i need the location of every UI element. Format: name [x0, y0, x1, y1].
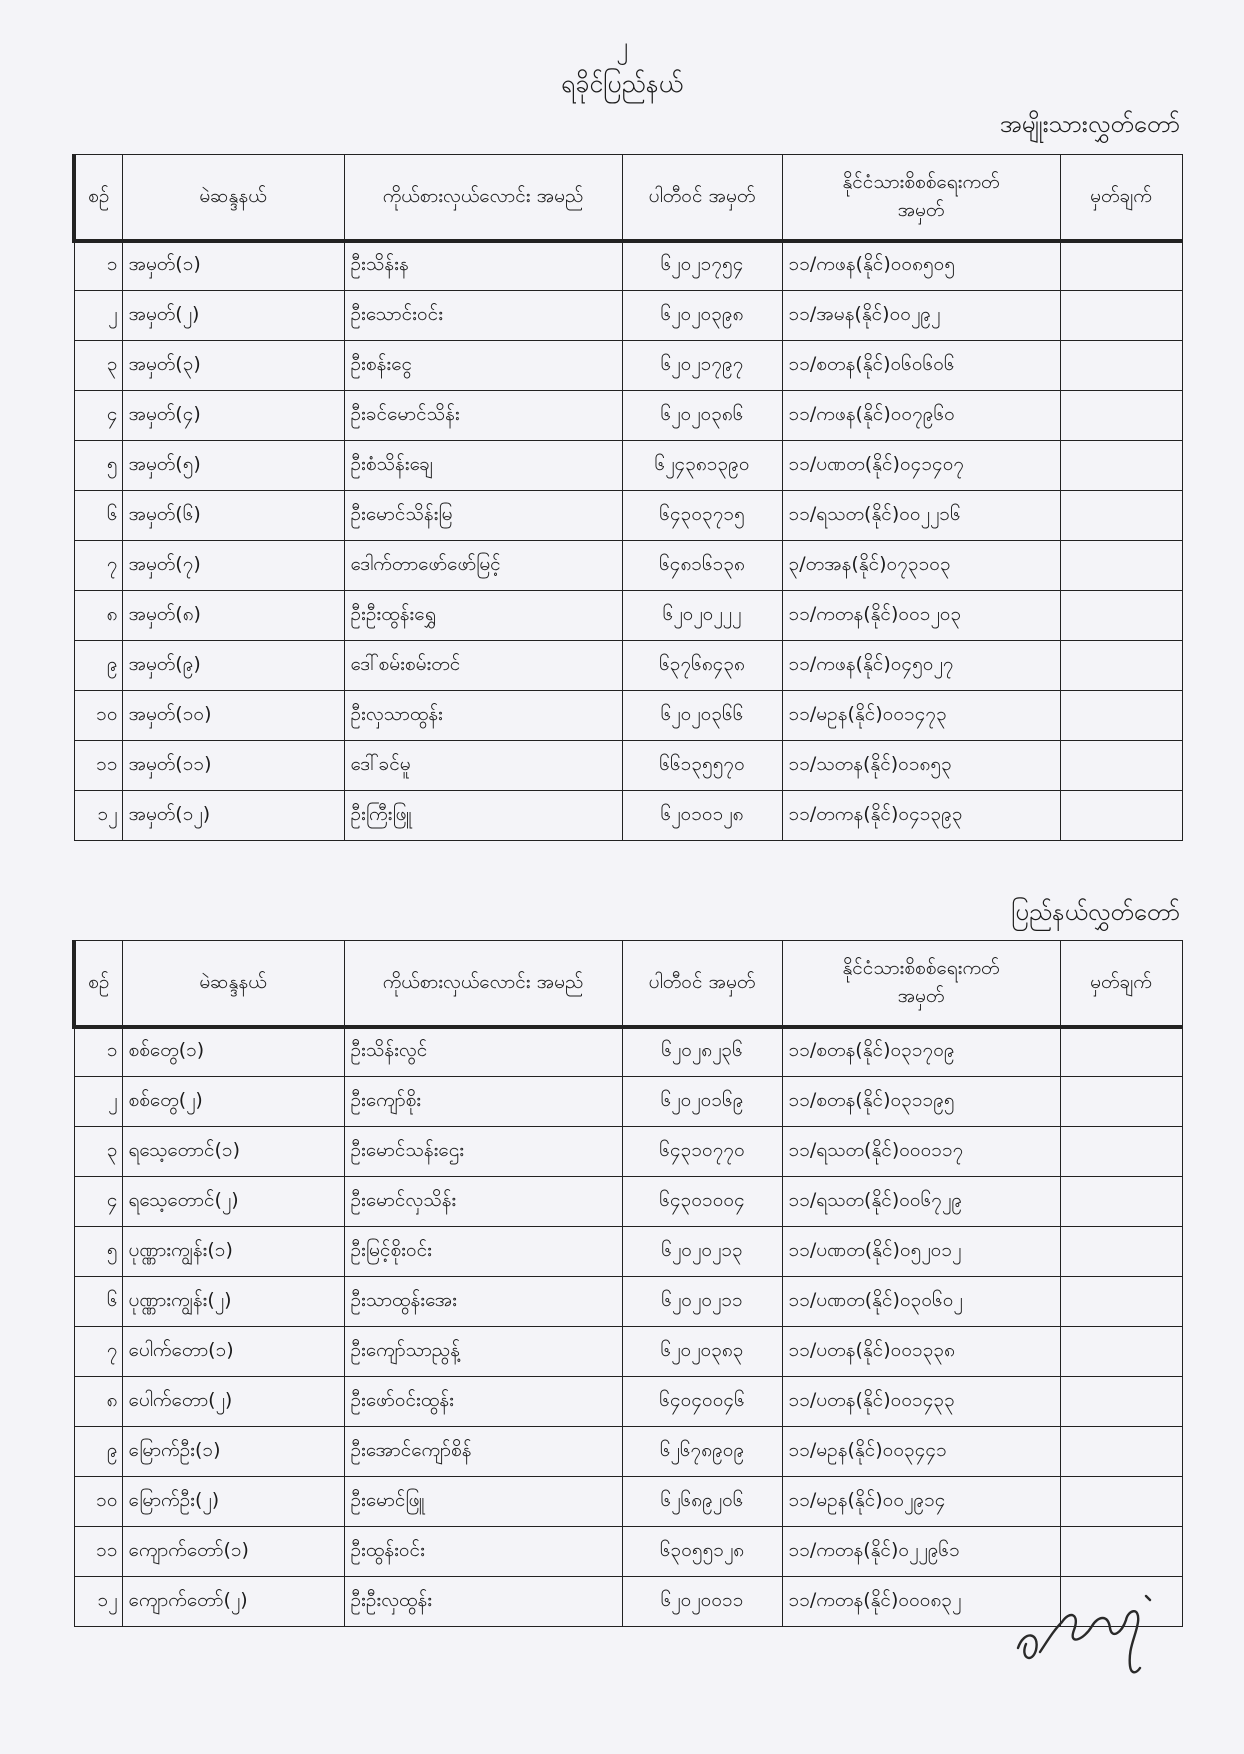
cell-remark [1060, 1277, 1182, 1327]
cell-nrc: ၁၁/ပဏတ(နိုင်)၀၄၁၄၀၇ [782, 441, 1060, 491]
header-constituency: မဲဆန္ဒနယ် [122, 941, 344, 1027]
cell-pass-no: ၆၂၄၃၈၁၃၉၀ [622, 441, 782, 491]
cell-no: ၁၁ [74, 1527, 122, 1577]
cell-name: ဦးမောင်သိန်းမြ [344, 491, 622, 541]
state-assembly-rows [74, 1027, 1182, 1627]
header-no: စဉ် [74, 155, 122, 241]
table-row [74, 641, 1182, 691]
cell-remark [1060, 741, 1182, 791]
cell-name: ဦးသောင်းဝင်း [344, 291, 622, 341]
cell-constituency: စစ်တွေ(၂) [122, 1077, 344, 1127]
cell-no: ၆ [74, 491, 122, 541]
cell-name: ဦးလှသာထွန်း [344, 691, 622, 741]
cell-constituency: အမှတ်(၃) [122, 341, 344, 391]
cell-constituency: အမှတ်(၁၂) [122, 791, 344, 841]
cell-name: ဦးသိန်းန [344, 241, 622, 291]
table-row [74, 341, 1182, 391]
table-row [74, 1427, 1182, 1477]
cell-constituency: အမှတ်(၉) [122, 641, 344, 691]
cell-constituency: ပေါက်တော(၁) [122, 1327, 344, 1377]
cell-remark [1060, 1177, 1182, 1227]
cell-name: ဦးဖော်ဝင်းထွန်း [344, 1377, 622, 1427]
cell-remark [1060, 1327, 1182, 1377]
cell-no: ၁၁ [74, 741, 122, 791]
cell-remark [1060, 1077, 1182, 1127]
cell-remark [1060, 391, 1182, 441]
cell-pass-no: ၆၂၆၇၈၉၀၉ [622, 1427, 782, 1477]
header-constituency: မဲဆန္ဒနယ် [122, 155, 344, 241]
cell-pass-no: ၆၄၈၁၆၁၃၈ [622, 541, 782, 591]
table-row [74, 741, 1182, 791]
cell-constituency: အမှတ်(၆) [122, 491, 344, 541]
cell-remark [1060, 1127, 1182, 1177]
cell-pass-no: ၆၃၀၅၅၁၂၈ [622, 1527, 782, 1577]
header-name: ကိုယ်စားလှယ်လောင်း အမည် [344, 155, 622, 241]
cell-constituency: အမှတ်(၅) [122, 441, 344, 491]
cell-constituency: အမှတ်(၁၀) [122, 691, 344, 741]
cell-no: ၅ [74, 441, 122, 491]
cell-name: ဦးစန်းငွေ [344, 341, 622, 391]
cell-name: ဦးသိန်းလွင် [344, 1027, 622, 1077]
cell-remark [1060, 791, 1182, 841]
cell-nrc: ၁၁/ရသတ(နိုင်)၀၀၂၂၁၆ [782, 491, 1060, 541]
header-nrc [782, 941, 1060, 1027]
table-row [74, 691, 1182, 741]
table-row [74, 1377, 1182, 1427]
cell-pass-no: ၆၂၀၂၀၂၁၁ [622, 1277, 782, 1327]
cell-name: ဦးကျော်သာညွန့် [344, 1327, 622, 1377]
cell-nrc: ၁၁/ရသတ(နိုင်)၀၀၀၁၁၇ [782, 1127, 1060, 1177]
cell-no: ၁၂ [74, 791, 122, 841]
header-nrc-line2: အမှတ် [897, 984, 945, 1007]
table-row [74, 241, 1182, 291]
table-row [74, 1177, 1182, 1227]
cell-nrc: ၃/တအန(နိုင်)၀၇၃၁၀၃ [782, 541, 1060, 591]
table-header-row [74, 941, 1182, 1027]
cell-name: ဦးမြင့်စိုးဝင်း [344, 1227, 622, 1277]
cell-pass-no: ၆၂၀၂၈၂၃၆ [622, 1027, 782, 1077]
cell-no: ၉ [74, 641, 122, 691]
cell-constituency: အမှတ်(၇) [122, 541, 344, 591]
cell-nrc: ၁၁/ကဖန(နိုင်)၀၀၈၅၀၅ [782, 241, 1060, 291]
cell-pass-no: ၆၂၀၂၀၂၁၃ [622, 1227, 782, 1277]
cell-name: ဒေါက်တာဖော်ဖော်မြင့် [344, 541, 622, 591]
cell-no: ၃ [74, 341, 122, 391]
cell-constituency: ကျောက်တော်(၂) [122, 1577, 344, 1627]
table-row [74, 1477, 1182, 1527]
state-assembly-table [72, 940, 1183, 1627]
section-heading-state: ပြည်နယ်လွှတ်တော် [1011, 898, 1180, 926]
table-row [74, 541, 1182, 591]
cell-pass-no: ၆၂၀၂၀၁၆၉ [622, 1077, 782, 1127]
cell-pass-no: ၆၂၀၂၀၃၉၈ [622, 291, 782, 341]
cell-nrc: ၁၁/မဥန(နိုင်)၀၀၁၄၇၃ [782, 691, 1060, 741]
cell-remark [1060, 641, 1182, 691]
cell-nrc: ၁၁/ကဖန(နိုင်)၀၀၇၉၆၀ [782, 391, 1060, 441]
cell-name: ဦးမောင်လှသိန်း [344, 1177, 622, 1227]
cell-nrc: ၁၁/စတန(နိုင်)၀၆၀၆၀၆ [782, 341, 1060, 391]
cell-nrc: ၁၁/ပတန(နိုင်)၀၀၁၃၃၈ [782, 1327, 1060, 1377]
cell-nrc: ၁၁/ကဖန(နိုင်)၀၄၅၀၂၇ [782, 641, 1060, 691]
cell-pass-no: ၆၄၃၁၀၇၇၀ [622, 1127, 782, 1177]
table-row [74, 1327, 1182, 1377]
table-row [74, 491, 1182, 541]
cell-constituency: ကျောက်တော်(၁) [122, 1527, 344, 1577]
cell-pass-no: ၆၂၀၂၁၇၉၇ [622, 341, 782, 391]
cell-remark [1060, 1477, 1182, 1527]
cell-no: ၄ [74, 391, 122, 441]
cell-remark [1060, 1377, 1182, 1427]
cell-no: ၂ [74, 291, 122, 341]
cell-pass-no: ၆၆၁၃၅၅၇၀ [622, 741, 782, 791]
cell-pass-no: ၆၂၀၁၀၁၂၈ [622, 791, 782, 841]
cell-constituency: ပေါက်တော(၂) [122, 1377, 344, 1427]
cell-no: ၈ [74, 1377, 122, 1427]
header-nrc [782, 155, 1060, 241]
cell-nrc: ၁၁/ကတန(နိုင်)၀၂၂၉၆၁ [782, 1527, 1060, 1577]
cell-pass-no: ၆၂၀၂၁၇၅၄ [622, 241, 782, 291]
cell-constituency: ပုဏ္ဏားကျွန်း(၂) [122, 1277, 344, 1327]
cell-constituency: စစ်တွေ(၁) [122, 1027, 344, 1077]
cell-name: ဒေါ်စမ်းစမ်းတင် [344, 641, 622, 691]
cell-remark [1060, 441, 1182, 491]
cell-constituency: အမှတ်(၄) [122, 391, 344, 441]
table-row [74, 591, 1182, 641]
table-row [74, 391, 1182, 441]
page-number: ၂ [616, 32, 628, 60]
cell-pass-no: ၆၃၇၆၈၄၃၈ [622, 641, 782, 691]
cell-name: ဦးအောင်ကျော်စိန် [344, 1427, 622, 1477]
cell-nrc: ၁၁/တကန(နိုင်)၀၄၁၃၉၃ [782, 791, 1060, 841]
cell-no: ၁ [74, 1027, 122, 1077]
cell-no: ၅ [74, 1227, 122, 1277]
cell-name: ဦးခင်မောင်သိန်း [344, 391, 622, 441]
cell-no: ၁၂ [74, 1577, 122, 1627]
cell-constituency: အမှတ်(၈) [122, 591, 344, 641]
cell-constituency: အမှတ်(၂) [122, 291, 344, 341]
cell-nrc: ၁၁/စတန(နိုင်)၀၃၁၁၉၅ [782, 1077, 1060, 1127]
cell-no: ၇ [74, 1327, 122, 1377]
table-row [74, 1027, 1182, 1077]
cell-name: ဦးဦးထွန်းရွှေ [344, 591, 622, 641]
cell-nrc: ၁၁/စတန(နိုင်)၀၃၁၇၀၉ [782, 1027, 1060, 1077]
cell-nrc: ၁၁/ပဏတ(နိုင်)၀၃၀၆၀၂ [782, 1277, 1060, 1327]
cell-no: ၁ [74, 241, 122, 291]
cell-pass-no: ၆၂၆၈၉၂၀၆ [622, 1477, 782, 1527]
header-remark: မှတ်ချက် [1060, 941, 1182, 1027]
cell-constituency: အမှတ်(၁) [122, 241, 344, 291]
header-nrc-line2: အမှတ် [897, 198, 945, 221]
signature-icon [1010, 1570, 1170, 1680]
cell-no: ၈ [74, 591, 122, 641]
cell-nrc: ၁၁/အမန(နိုင်)၀၀၂၉၂ [782, 291, 1060, 341]
header-no: စဉ် [74, 941, 122, 1027]
table-row [74, 441, 1182, 491]
header-remark: မှတ်ချက် [1060, 155, 1182, 241]
cell-no: ၉ [74, 1427, 122, 1477]
header-nrc-line1: နိုင်ငံသားစိစစ်ရေးကတ် [842, 171, 1000, 194]
cell-constituency: မြောက်ဦး(၂) [122, 1477, 344, 1527]
cell-constituency: ရသေ့တောင်(၂) [122, 1177, 344, 1227]
cell-remark [1060, 341, 1182, 391]
cell-nrc: ၁၁/ပဏတ(နိုင်)၀၅၂၀၁၂ [782, 1227, 1060, 1277]
header-pass-no: ပါတီဝင် အမှတ် [622, 941, 782, 1027]
table-row [74, 1227, 1182, 1277]
cell-remark [1060, 491, 1182, 541]
cell-name: ဦးကျော်စိုး [344, 1077, 622, 1127]
header-name: ကိုယ်စားလှယ်လောင်း အမည် [344, 941, 622, 1027]
cell-pass-no: ၆၂၀၂၀၂၂၂ [622, 591, 782, 641]
table-header-row [74, 155, 1182, 241]
cell-pass-no: ၆၂၀၂၀၃၆၆ [622, 691, 782, 741]
national-assembly-table [72, 154, 1183, 841]
cell-no: ၄ [74, 1177, 122, 1227]
cell-constituency: မြောက်ဦး(၁) [122, 1427, 344, 1477]
cell-remark [1060, 1227, 1182, 1277]
cell-no: ၁၀ [74, 691, 122, 741]
cell-name: ဒေါ်ခင်မူ [344, 741, 622, 791]
cell-no: ၂ [74, 1077, 122, 1127]
cell-no: ၃ [74, 1127, 122, 1177]
cell-remark [1060, 541, 1182, 591]
cell-nrc: ၁၁/ကတန(နိုင်)၀၀၁၂၀၃ [782, 591, 1060, 641]
cell-name: ဦးဦးလှထွန်း [344, 1577, 622, 1627]
cell-name: ဦးမောင်ဖြူ [344, 1477, 622, 1527]
cell-remark [1060, 1427, 1182, 1477]
cell-name: ဦးထွန်းဝင်း [344, 1527, 622, 1577]
cell-no: ၇ [74, 541, 122, 591]
cell-nrc: ၁၁/ရသတ(နိုင်)၀၀၆၇၂၉ [782, 1177, 1060, 1227]
table-row [74, 1077, 1182, 1127]
cell-name: ဦးမောင်သန်းဌေး [344, 1127, 622, 1177]
cell-pass-no: ၆၄၃၀၃၇၁၅ [622, 491, 782, 541]
cell-remark [1060, 591, 1182, 641]
cell-name: ဦးစံသိန်းချေ [344, 441, 622, 491]
cell-remark [1060, 291, 1182, 341]
cell-nrc: ၁၁/မဥန(နိုင်)၀၀၂၉၁၄ [782, 1477, 1060, 1527]
cell-remark [1060, 241, 1182, 291]
table-row [74, 791, 1182, 841]
cell-constituency: ရသေ့တောင်(၁) [122, 1127, 344, 1177]
cell-remark [1060, 1527, 1182, 1577]
cell-pass-no: ၆၂၀၂၀၃၈၃ [622, 1327, 782, 1377]
cell-pass-no: ၆၂၀၂၀၃၈၆ [622, 391, 782, 441]
cell-name: ဦးကြီးဖြူ [344, 791, 622, 841]
national-assembly-rows [74, 241, 1182, 841]
table-row [74, 1127, 1182, 1177]
cell-remark [1060, 1027, 1182, 1077]
cell-pass-no: ၆၄၃၀၁၀၀၄ [622, 1177, 782, 1227]
cell-pass-no: ၆၄၀၄၀၀၄၆ [622, 1377, 782, 1427]
table-row [74, 1527, 1182, 1577]
cell-nrc: ၁၁/သတန(နိုင်)၀၁၈၅၃ [782, 741, 1060, 791]
table-row [74, 1277, 1182, 1327]
table-row [74, 291, 1182, 341]
cell-name: ဦးသာထွန်းအေး [344, 1277, 622, 1327]
cell-no: ၆ [74, 1277, 122, 1327]
header-nrc-line1: နိုင်ငံသားစိစစ်ရေးကတ် [842, 957, 1000, 980]
cell-constituency: အမှတ်(၁၁) [122, 741, 344, 791]
cell-no: ၁၀ [74, 1477, 122, 1527]
cell-nrc: ၁၁/ကတန(နိုင်)၀၀၀၈၃၂ [782, 1577, 1060, 1627]
section-heading-national: အမျိုးသားလွှတ်တော် [999, 110, 1180, 138]
cell-remark [1060, 691, 1182, 741]
cell-nrc: ၁၁/ပတန(နိုင်)၀၀၁၄၃၃ [782, 1377, 1060, 1427]
cell-constituency: ပုဏ္ဏားကျွန်း(၁) [122, 1227, 344, 1277]
header-pass-no: ပါတီဝင် အမှတ် [622, 155, 782, 241]
region-title: ရခိုင်ပြည်နယ် [560, 69, 684, 98]
cell-nrc: ၁၁/မဥန(နိုင်)၀၀၃၄၄၁ [782, 1427, 1060, 1477]
cell-pass-no: ၆၂၀၂၀၀၁၁ [622, 1577, 782, 1627]
